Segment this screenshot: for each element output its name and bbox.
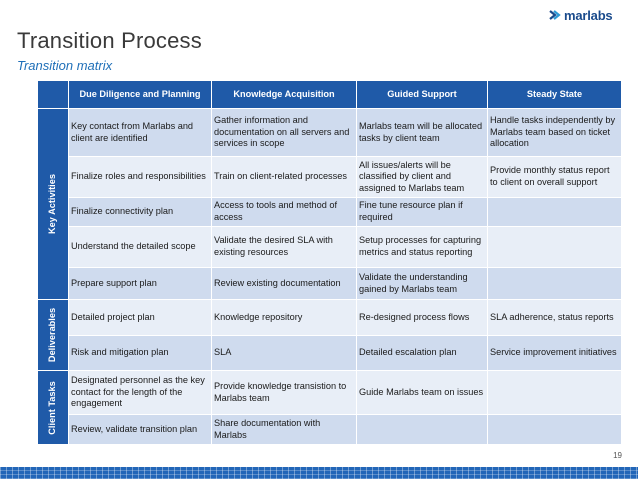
- table-cell: SLA: [212, 336, 357, 371]
- table-cell: Handle tasks independently by Marlabs team based on ticket allocation: [488, 109, 622, 157]
- table-cell: Designated personnel as the key contact for the length of the engagement: [69, 371, 212, 415]
- table-cell: SLA adherence, status reports: [488, 300, 622, 336]
- table-row: [38, 157, 622, 198]
- table-cell: Access to tools and method of access: [212, 198, 357, 227]
- table-row: [38, 268, 622, 300]
- row-group-label: Key Activities: [38, 109, 69, 300]
- table-cell: Knowledge repository: [212, 300, 357, 336]
- table-cell: [488, 268, 622, 300]
- table-cell: Provide monthly status report to client on overall support: [488, 157, 622, 198]
- table-cell: All issues/alerts will be classified by client and assigned to Marlabs team: [357, 157, 488, 198]
- table-cell: Marlabs team will be allocated tasks by client team: [357, 109, 488, 157]
- table-cell: Train on client-related processes: [212, 157, 357, 198]
- logo-text: marlabs: [564, 7, 613, 23]
- table-row: [38, 415, 622, 445]
- page-title: Transition Process: [17, 28, 202, 53]
- marlabs-logo: [548, 6, 612, 24]
- column-header: Guided Support: [357, 81, 488, 109]
- footer-decorative-band: [0, 467, 638, 479]
- row-group-label: Deliverables: [38, 300, 69, 371]
- column-header: Knowledge Acquisition: [212, 81, 357, 109]
- column-header: Due Diligence and Planning: [69, 81, 212, 109]
- table-cell: Validate the desired SLA with existing resources: [212, 227, 357, 268]
- table-cell: Review existing documentation: [212, 268, 357, 300]
- table-row: [38, 109, 622, 157]
- table-cell: [357, 415, 488, 445]
- table-cell: Setup processes for capturing metrics and status reporting: [357, 227, 488, 268]
- table-row: [38, 227, 622, 268]
- table-cell: Key contact from Marlabs and client are identified: [69, 109, 212, 157]
- table-cell: [488, 371, 622, 415]
- table-cell: Prepare support plan: [69, 268, 212, 300]
- table-cell: Re-designed process flows: [357, 300, 488, 336]
- column-header: Steady State: [488, 81, 622, 109]
- marlabs-logo-icon: [548, 8, 562, 22]
- table-cell: Understand the detailed scope: [69, 227, 212, 268]
- table-cell: Finalize roles and responsibilities: [69, 157, 212, 198]
- table-cell: [488, 198, 622, 227]
- table-row: [38, 371, 622, 415]
- table-row: [38, 198, 622, 227]
- table-cell: Share documentation with Marlabs: [212, 415, 357, 445]
- table-header-row: [38, 81, 622, 109]
- table-cell: Risk and mitigation plan: [69, 336, 212, 371]
- table-cell: [488, 415, 622, 445]
- table-cell: Finalize connectivity plan: [69, 198, 212, 227]
- table-cell: Guide Marlabs team on issues: [357, 371, 488, 415]
- page-number: 19: [613, 451, 622, 460]
- table-row: [38, 336, 622, 371]
- table-cell: Review, validate transition plan: [69, 415, 212, 445]
- table-corner-cell: [38, 81, 69, 109]
- table-cell: Gather information and documentation on all servers and services in scope: [212, 109, 357, 157]
- transition-matrix-table: [37, 80, 622, 445]
- row-group-label: Client Tasks: [38, 371, 69, 445]
- table-cell: Service improvement initiatives: [488, 336, 622, 371]
- page-subtitle: Transition matrix: [17, 58, 113, 73]
- table-cell: Fine tune resource plan if required: [357, 198, 488, 227]
- table-row: [38, 300, 622, 336]
- table-cell: [488, 227, 622, 268]
- table-cell: Provide knowledge transistion to Marlabs team: [212, 371, 357, 415]
- table-cell: Validate the understanding gained by Marlabs team: [357, 268, 488, 300]
- table-cell: Detailed project plan: [69, 300, 212, 336]
- table-cell: Detailed escalation plan: [357, 336, 488, 371]
